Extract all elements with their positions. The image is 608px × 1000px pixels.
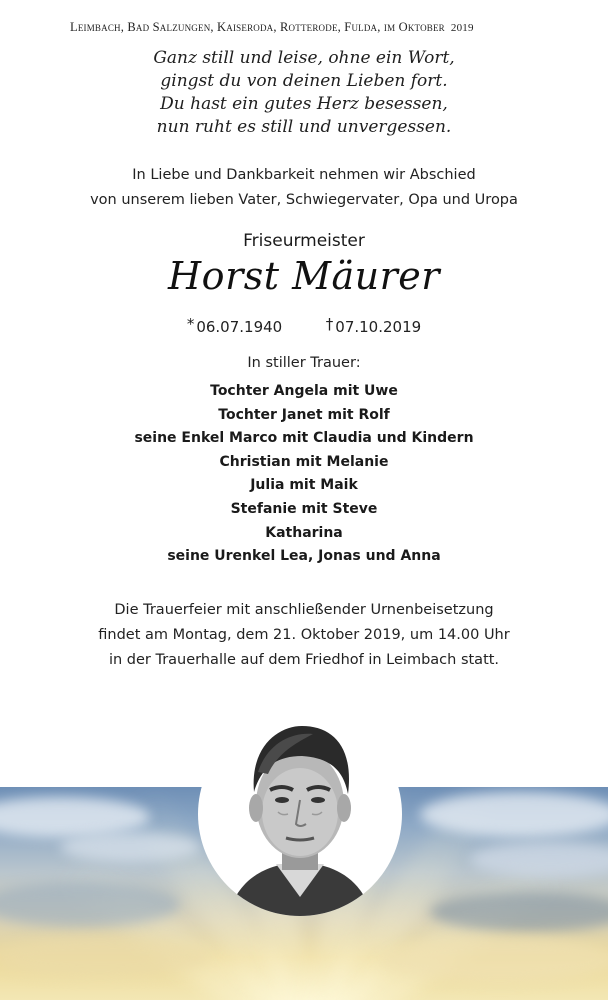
mourner-line: Stefanie mit Steve <box>230 500 378 517</box>
mourners-list <box>0 380 608 569</box>
intro-text <box>0 163 608 213</box>
mourner-line: seine Enkel Marco mit Claudia und Kindern <box>134 430 474 447</box>
header-line <box>70 20 540 35</box>
intro-line: von unserem lieben Vater, Schwiegervater, Opa und Uropa <box>90 192 518 208</box>
profession: Friseurmeister <box>243 231 365 251</box>
birth-symbol: * <box>186 315 195 333</box>
mourner-line: Tochter Angela mit Uwe <box>210 383 398 399</box>
death-symbol: † <box>325 315 334 333</box>
funeral-service-text <box>0 598 608 673</box>
mourner-line: Tochter Janet mit Rolf <box>218 406 390 423</box>
mourning-title: In stiller Trauer: <box>247 355 361 371</box>
header-places: Leimbach, Bad Salzungen, Kaiseroda, Rotterode, Fulda, im Oktober <box>70 20 445 34</box>
service-line: in der Trauerhalle auf dem Friedhof in Leimbach statt. <box>108 652 500 668</box>
poem-line: Du hast ein gutes Herz besessen, <box>160 94 448 114</box>
mourner-line: Christian mit Melanie <box>219 453 389 470</box>
poem <box>0 47 608 139</box>
mourner-line: seine Urenkel Lea, Jonas und Anna <box>167 548 441 565</box>
header-year: 2019 <box>450 22 474 34</box>
service-line: Die Trauerfeier mit anschließender Urnenbeisetzung <box>114 602 494 618</box>
poem-line: gingst du von deinen Lieben fort. <box>160 71 448 91</box>
life-dates <box>0 315 608 336</box>
death-date: 07.10.2019 <box>335 318 422 336</box>
birth-date: 06.07.1940 <box>196 318 283 336</box>
poem-line: nun ruht es still und unvergessen. <box>156 117 452 137</box>
mourner-line: Julia mit Maik <box>250 477 358 494</box>
portrait-photo <box>198 712 402 916</box>
deceased-name: Horst Mäurer <box>168 254 440 298</box>
intro-line: In Liebe und Dankbarkeit nehmen wir Abschied <box>132 167 476 183</box>
poem-line: Ganz still und leise, ohne ein Wort, <box>153 48 455 68</box>
mourner-line: Katharina <box>265 524 343 541</box>
service-line: findet am Montag, dem 21. Oktober 2019, um 14.00 Uhr <box>98 627 510 643</box>
